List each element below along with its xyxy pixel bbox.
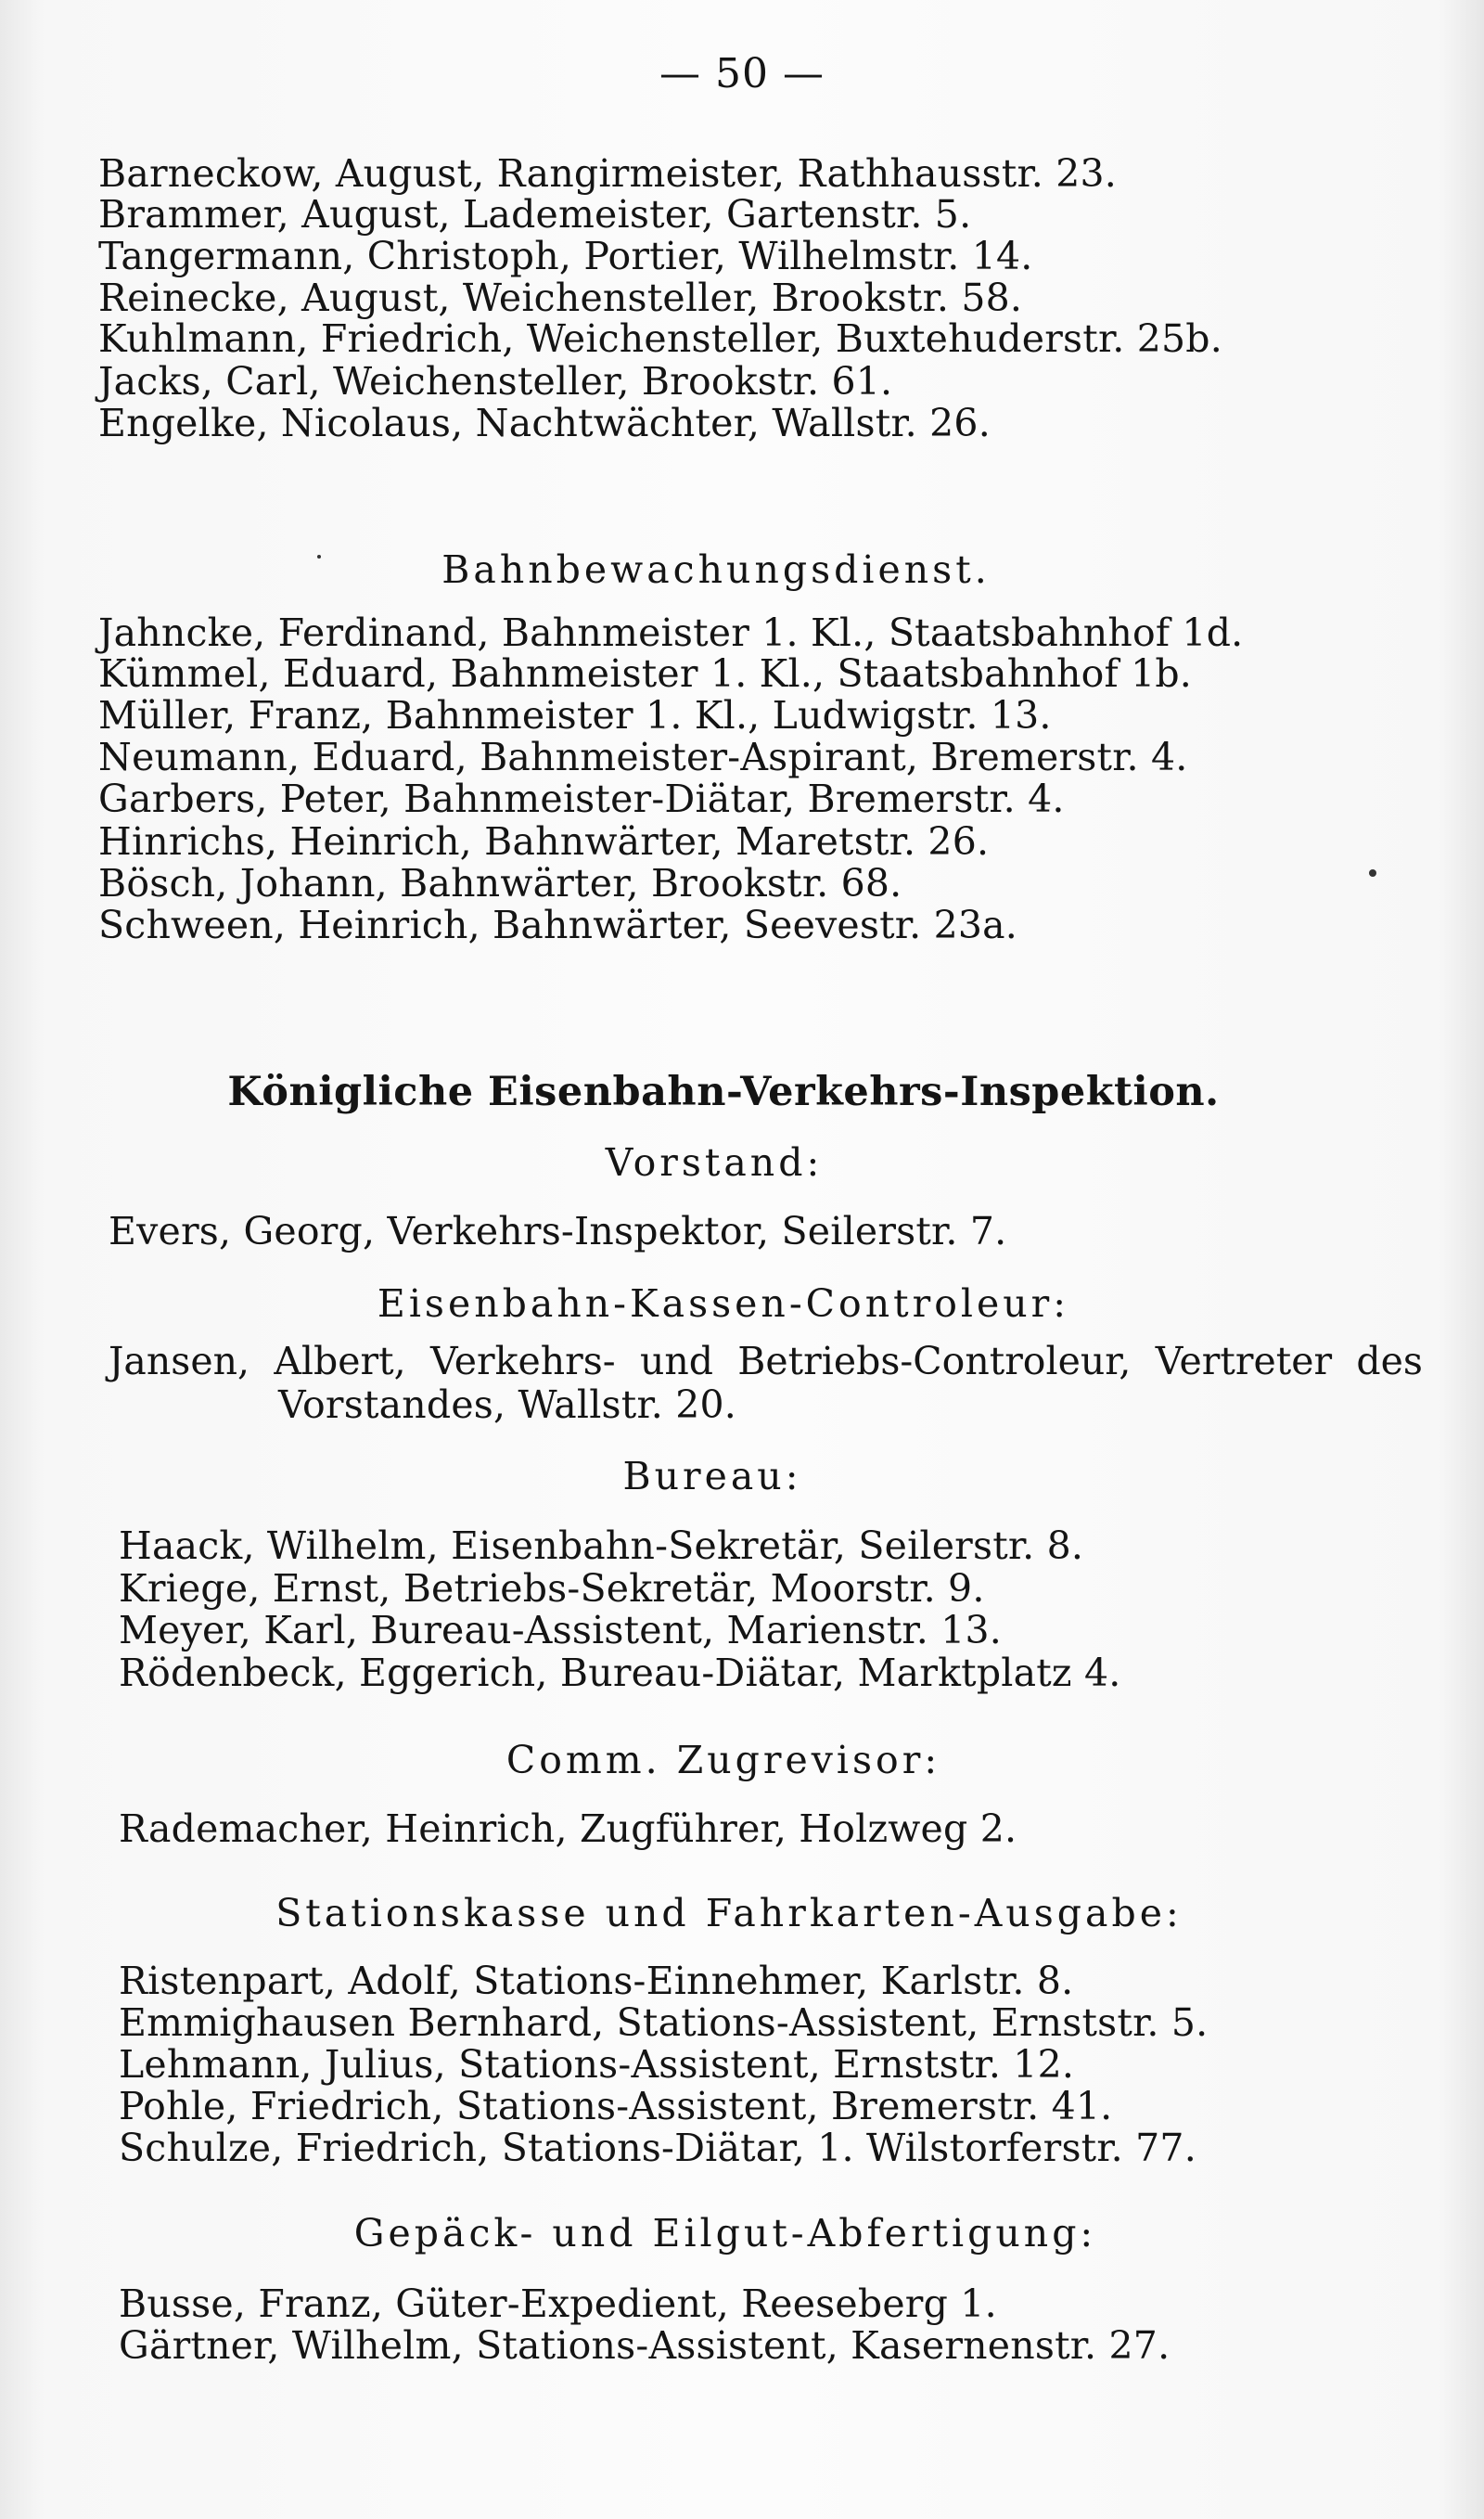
entry-line: Evers, Georg, Verkehrs-Inspektor, Seilerstr. 7. (109, 1209, 1007, 1253)
entry-line: Emmighausen Bernhard, Stations-Assistent, Ernststr. 5. (119, 2000, 1209, 2045)
subheading-kassen-controleur: Eisenbahn-Kassen-Controleur: (377, 1281, 1070, 1326)
ink-speck (1369, 869, 1376, 877)
entry-line: Garbers, Peter, Bahnmeister-Diätar, Bremerstr. 4. (98, 777, 1065, 821)
entry-line: Jahncke, Ferdinand, Bahnmeister 1. Kl., Staatsbahnhof 1d. (98, 610, 1244, 655)
section-heading-bahnbewachungsdienst: Bahnbewachungsdienst. (441, 547, 991, 592)
entry-line-justified (109, 1338, 1423, 1384)
word: und (639, 1339, 713, 1383)
entry-line: Reinecke, August, Weichensteller, Brookstr. 58. (98, 276, 1023, 320)
entry-line: Müller, Franz, Bahnmeister 1. Kl., Ludwigstr. 13. (98, 693, 1052, 738)
word: Betriebs-Controleur, (737, 1339, 1132, 1383)
subheading-stationskasse: Stationskasse und Fahrkarten-Ausgabe: (275, 1891, 1183, 1935)
entry-line: Tangermann, Christoph, Portier, Wilhelmstr. 14. (98, 234, 1033, 278)
entry-line: Meyer, Karl, Bureau-Assistent, Marienstr. 13. (119, 1608, 1002, 1652)
subheading-bureau: Bureau: (622, 1454, 802, 1498)
word: Vertreter (1155, 1339, 1333, 1383)
entry-line: Lehmann, Julius, Stations-Assistent, Ernststr. 12. (119, 2042, 1075, 2087)
entry-line: Pohle, Friedrich, Stations-Assistent, Bremerstr. 41. (119, 2084, 1113, 2128)
entry-line-continuation: Vorstandes, Wallstr. 20. (278, 1382, 737, 1427)
entry-line: Rademacher, Heinrich, Zugführer, Holzweg 2. (119, 1806, 1017, 1851)
subheading-vorstand: Vorstand: (605, 1140, 824, 1185)
entry-line: Schween, Heinrich, Bahnwärter, Seevestr. 23a. (98, 903, 1018, 947)
word: Verkehrs- (429, 1339, 616, 1383)
word: Albert, (274, 1339, 406, 1383)
page-number: — 50 — (659, 50, 825, 97)
word: Jansen, (109, 1339, 250, 1383)
entry-line: Schulze, Friedrich, Stations-Diätar, 1. Wilstorferstr. 77. (119, 2126, 1196, 2170)
entry-line: Jacks, Carl, Weichensteller, Brookstr. 61. (98, 359, 893, 404)
section-heading-inspektion: Königliche Eisenbahn-Verkehrs-Inspektion. (227, 1069, 1220, 1115)
entry-line: Barneckow, August, Rangirmeister, Rathhausstr. 23. (98, 151, 1118, 196)
entry-line: Bösch, Johann, Bahnwärter, Brookstr. 68. (98, 861, 902, 906)
entry-line: Neumann, Eduard, Bahnmeister-Aspirant, Bremerstr. 4. (98, 735, 1188, 779)
entry-line: Kriege, Ernst, Betriebs-Sekretär, Moorstr. 9. (119, 1566, 985, 1611)
word: des (1356, 1339, 1423, 1383)
entry-line: Engelke, Nicolaus, Nachtwächter, Wallstr. 26. (98, 401, 991, 445)
entry-line: Busse, Franz, Güter-Expedient, Reeseberg 1. (119, 2281, 997, 2326)
subheading-gepaeck: Gepäck- und Eilgut-Abfertigung: (353, 2211, 1097, 2256)
entry-line: Haack, Wilhelm, Eisenbahn-Sekretär, Seilerstr. 8. (119, 1523, 1084, 1568)
ink-speck (317, 555, 321, 559)
entry-line: Gärtner, Wilhelm, Stations-Assistent, Kasernenstr. 27. (119, 2323, 1171, 2368)
entry-line: Ristenpart, Adolf, Stations-Einnehmer, Karlstr. 8. (119, 1959, 1074, 2003)
subheading-zugrevisor: Comm. Zugrevisor: (505, 1738, 941, 1782)
entry-line: Brammer, August, Lademeister, Gartenstr. 5. (98, 192, 972, 237)
entry-line: Kümmel, Eduard, Bahnmeister 1. Kl., Staatsbahnhof 1b. (98, 651, 1193, 696)
entry-line: Hinrichs, Heinrich, Bahnwärter, Maretstr. 26. (98, 819, 990, 864)
entry-line: Kuhlmann, Friedrich, Weichensteller, Buxtehuderstr. 25b. (98, 316, 1222, 361)
entry-line: Rödenbeck, Eggerich, Bureau-Diätar, Marktplatz 4. (119, 1651, 1121, 1695)
